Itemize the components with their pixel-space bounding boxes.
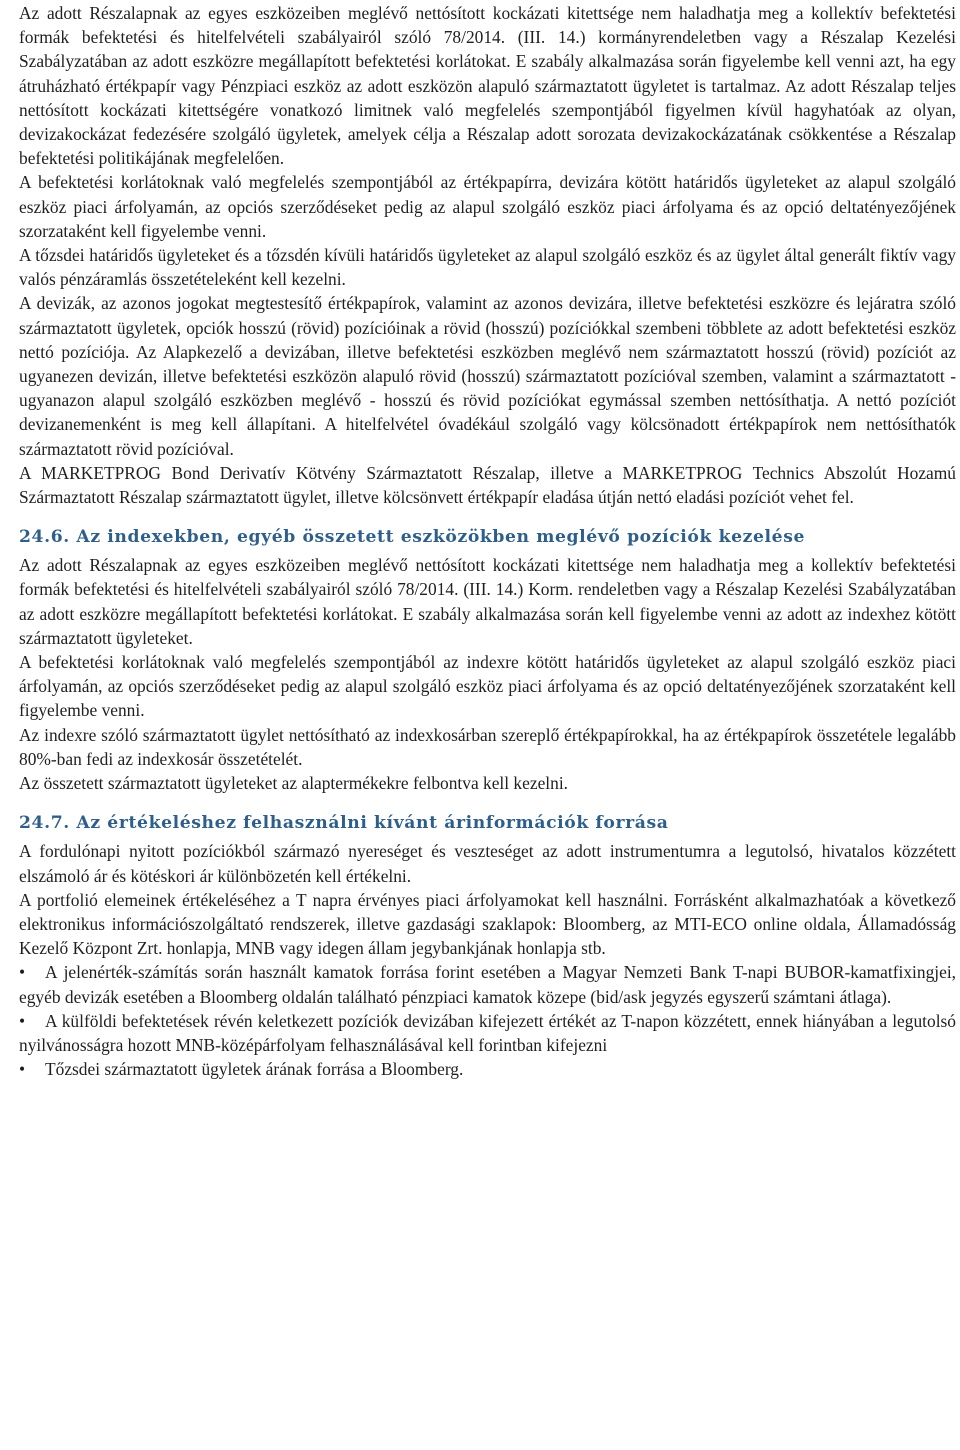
bullet-icon: • — [19, 1010, 26, 1031]
bullet-icon: • — [19, 1059, 26, 1080]
bullet-icon: • — [19, 962, 26, 983]
section-heading-24-7: 24.7. Az értékeléshez felhasználni kívánt árinformációk forrása — [19, 813, 669, 834]
paragraph-246-3: Az indexre szóló származtatott ügylet nettósítható az indexkosárban szereplő értékpapírokkal, ha az értékpapírok összetétele legalább 80%-ban fedi az indexkosár összetételét. — [19, 724, 956, 769]
bullet-text: A külföldi befektetések révén keletkezett pozíciók devizában kifejezett értékét az T-napon közzétett, ennek hiányában a legutolsó nyilvánosságra hozott MNB-középárfolyam felhasználásával kell forintban kifejezni — [19, 1010, 956, 1055]
bullet-item — [19, 1009, 956, 1057]
paragraph-246-4: Az összetett származtatott ügyleteket az alaptermékekre felbontva kell kezelni. — [19, 773, 568, 794]
bullet-text: A jelenérték-számítás során használt kamatok forrása forint esetében a Magyar Nemzeti Bank T-napi BUBOR-kamatfixingjei, egyéb devizák esetében a Bloomberg oldalán található pénzpiaci kamatok közepe (bid/ask jegyzés egyszerű számtani átlaga). — [19, 962, 956, 1007]
paragraph-246-1: Az adott Részalapnak az egyes eszközeiben meglévő nettósított kockázati kitettsége nem haladhatja meg a kollektív befektetési formák befektetési és hitelfelvételi szabályairól szóló 78/2014. (III. 14.) Korm. rendeletben vagy a Részalap Kezelési Szabályzatában az adott eszközre megállapított befektetési korlátokat. E szabály alkalmazása során kell figyelembe venni az adott az indexhez kötött származtatott ügyleteket. — [19, 555, 956, 648]
document-page — [0, 1, 960, 1450]
bullet-text: Tőzsdei származtatott ügyletek árának forrása a Bloomberg. — [45, 1059, 464, 1080]
bullet-item — [19, 960, 956, 1008]
paragraph-247-1: A fordulónapi nyitott pozíciókból származó nyereséget és veszteséget az adott instrumentumra a legutolsó, hivatalos közzétett elszámoló ár és kötéskori ár különbözetén kell értékelni. — [19, 841, 956, 886]
bullet-item — [19, 1057, 956, 1081]
paragraph-247-2: A portfolió elemeinek értékeléséhez a T napra érvényes piaci árfolyamokat kell használni. Forrásként alkalmazhatóak a következő elektronikus információszolgáltató rendszerek, illetve gazdasági szaklapok: Bloomberg, az MTI-ECO online oldala, Államadósság Kezelő Központ Zrt. honlapja, MNB vagy idegen állam jegybankjának honlapja stb. — [19, 889, 956, 959]
paragraph-intro-4: A devizák, az azonos jogokat megtestesítő értékpapírok, valamint az azonos devizára, illetve befektetési eszközre és lejáratra szóló származtatott ügyletek, opciók hosszú (rövid) pozícióinak a rövid (hosszú) pozíciókkal szembeni többlete az adott befektetési eszköz nettó pozíciója. Az Alapkezelő a devizában, illetve befektetési eszközben meglévő nem származtatott hosszú (rövid) pozíciót az ugyanezen devizán, illetve befektetési eszközön alapuló rövid (hosszú) származtatott pozícióval szemben, valamint a származtatott - ugyanazon alapul szolgáló eszközben meglévő - hosszú és rövid pozíciókat egymással szemben nettósíthatja. A nettó pozíciót devizanemenként is meg kell állapítani. A hitelfelvétel óvadékául szolgáló vagy kölcsönadott értékpapírok nem nettósíthatók származtatott rövid pozícióval. — [19, 293, 956, 459]
paragraph-246-2: A befektetési korlátoknak való megfelelés szempontjából az indexre kötött határidős ügyleteket az alapul szolgáló eszköz piaci árfolyamán, az opciós szerződéseket pedig az alapul szolgáló eszköz piaci árfolyama és az opció deltatényezőjének szorzataként kell figyelembe venni. — [19, 652, 956, 721]
section-heading-24-6: 24.6. Az indexekben, egyéb összetett eszközökben meglévő pozíciók kezelése — [19, 527, 806, 548]
paragraph-intro-5: A MARKETPROG Bond Derivatív Kötvény Származtatott Részalap, illetve a MARKETPROG Technics Abszolút Hozamú Származtatott Részalap származtatott ügylet, illetve kölcsönvett értékpapír eladása útján nettó eladási pozíciót vehet fel. — [19, 462, 956, 508]
paragraph-intro-2: A befektetési korlátoknak való megfelelés szempontjából az értékpapírra, devizára kötött határidős ügyleteket az alapul szolgáló eszköz piaci árfolyamán, az opciós szerződéseket pedig az alapul szolgáló eszköz piaci árfolyama és az opció deltatényezőjének szorzataként kell figyelembe venni. — [19, 172, 956, 241]
paragraph-intro-1: Az adott Részalapnak az egyes eszközeiben meglévő nettósított kockázati kitettsége nem haladhatja meg a kollektív befektetési formák befektetési és hitelfelvételi szabályairól szóló 78/2014. (III. 14.) kormányrendeletben vagy a Részalap Kezelési Szabályzatában az adott eszközre megállapított befektetési korlátokat. E szabály alkalmazása során figyelembe kell venni azt, ha egy átruházható értékpapír vagy Pénzpiaci eszköz az adott eszközön alapuló származtatott ügyletet is tartalmaz. Az adott Részalap teljes nettósított kockázati kitettségére vonatkozó limitnek való megfelelés szempontjából figyelmen kívül hagyhatóak az olyan, devizakockázat fedezésére szolgáló ügyletek, amelyek célja a Részalap adott sorozata devizakockázatának csökkentése a Részalap befektetési politikájának megfelelően. — [19, 3, 956, 169]
paragraph-intro-3: A tőzsdei határidős ügyleteket és a tőzsdén kívüli határidős ügyleteket az alapul szolgáló eszköz és az ügylet által generált fiktív vagy valós pénzáramlás összetételeként kell kezelni. — [19, 245, 956, 290]
